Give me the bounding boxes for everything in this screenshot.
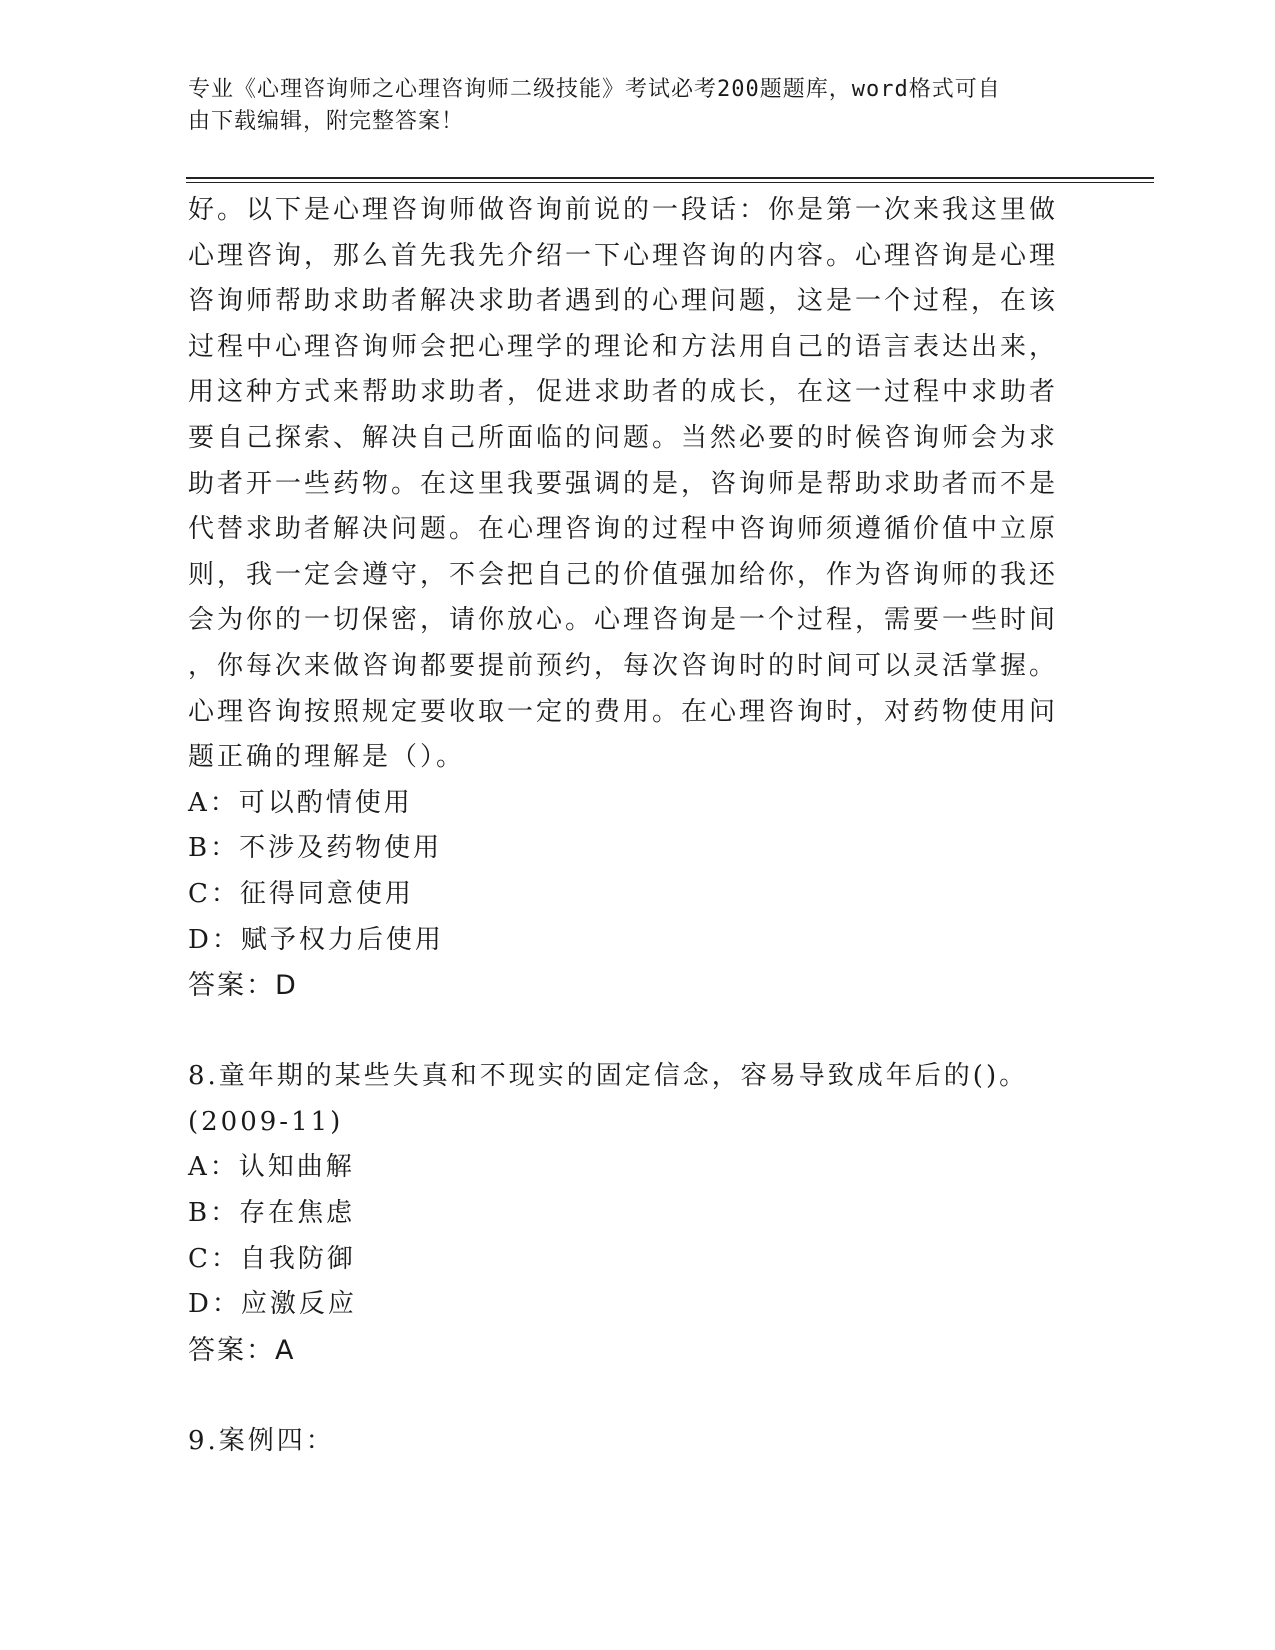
question-text-line: 用这种方式来帮助求助者，促进求助者的成长，在这一过程中求助者: [188, 377, 1059, 408]
header-divider-thin: [186, 182, 1154, 183]
option-b: B：存在焦虑: [188, 1198, 356, 1229]
answer-line: 答案：D: [188, 970, 298, 1002]
option-d: D：应激反应: [188, 1289, 357, 1320]
question-text-line: 心理咨询按照规定要收取一定的费用。在心理咨询时，对药物使用问: [188, 696, 1059, 727]
question-text-line: 则，我一定会遵守，不会把自己的价值强加给你，作为咨询师的我还: [188, 559, 1059, 590]
header-title-line-2: 由下载编辑，附完整答案！: [188, 109, 465, 134]
question-text-line: 9.案例四：: [188, 1426, 335, 1457]
question-text-line: 8.童年期的某些失真和不现实的固定信念，容易导致成年后的()。: [188, 1061, 1029, 1092]
question-text-line: 会为你的一切保密，请你放心。心理咨询是一个过程，需要一些时间: [188, 605, 1059, 636]
question-8: [188, 1054, 1068, 1373]
document-body: [188, 188, 1068, 1465]
option-d: D：赋予权力后使用: [188, 924, 444, 955]
answer-line: 答案：A: [188, 1334, 296, 1366]
question-text-line: 心理咨询，那么首先我先介绍一下心理咨询的内容。心理咨询是心理: [188, 240, 1059, 271]
question-text-line: 好。以下是心理咨询师做咨询前说的一段话：你是第一次来我这里做: [188, 195, 1059, 225]
question-text-line: 助者开一些药物。在这里我要强调的是，咨询师是帮助求助者而不是: [188, 468, 1059, 499]
option-c: C：自我防御: [188, 1243, 356, 1274]
option-a: A：认知曲解: [188, 1152, 355, 1183]
page-header: [188, 74, 1068, 138]
option-a: A：可以酌情使用: [188, 787, 413, 818]
spacer: [188, 1373, 1068, 1419]
question-9: [188, 1419, 1068, 1465]
option-b: B：不涉及药物使用: [188, 833, 443, 864]
option-c: C：征得同意使用: [188, 878, 414, 909]
spacer: [188, 1009, 1068, 1055]
question-text-line: 代替求助者解决问题。在心理咨询的过程中咨询师须遵循价值中立原: [188, 514, 1059, 545]
question-7: [188, 188, 1068, 1009]
question-text-line: (2009-11): [188, 1106, 344, 1137]
header-title-line-1: 专业《心理咨询师之心理咨询师二级技能》考试必考200题题库，word格式可自: [188, 77, 1001, 102]
question-text-line: 题正确的理解是（）。: [188, 742, 466, 773]
question-text-line: ，你每次来做咨询都要提前预约，每次咨询时的时间可以灵活掌握。: [188, 650, 1059, 681]
question-text-line: 要自己探索、解决自己所面临的问题。当然必要的时候咨询师会为求: [188, 422, 1059, 453]
question-text-line: 过程中心理咨询师会把心理学的理论和方法用自己的语言表达出来，: [188, 331, 1059, 362]
question-text-line: 咨询师帮助求助者解决求助者遇到的心理问题，这是一个过程，在该: [188, 286, 1059, 317]
header-divider-thick: [186, 177, 1154, 179]
